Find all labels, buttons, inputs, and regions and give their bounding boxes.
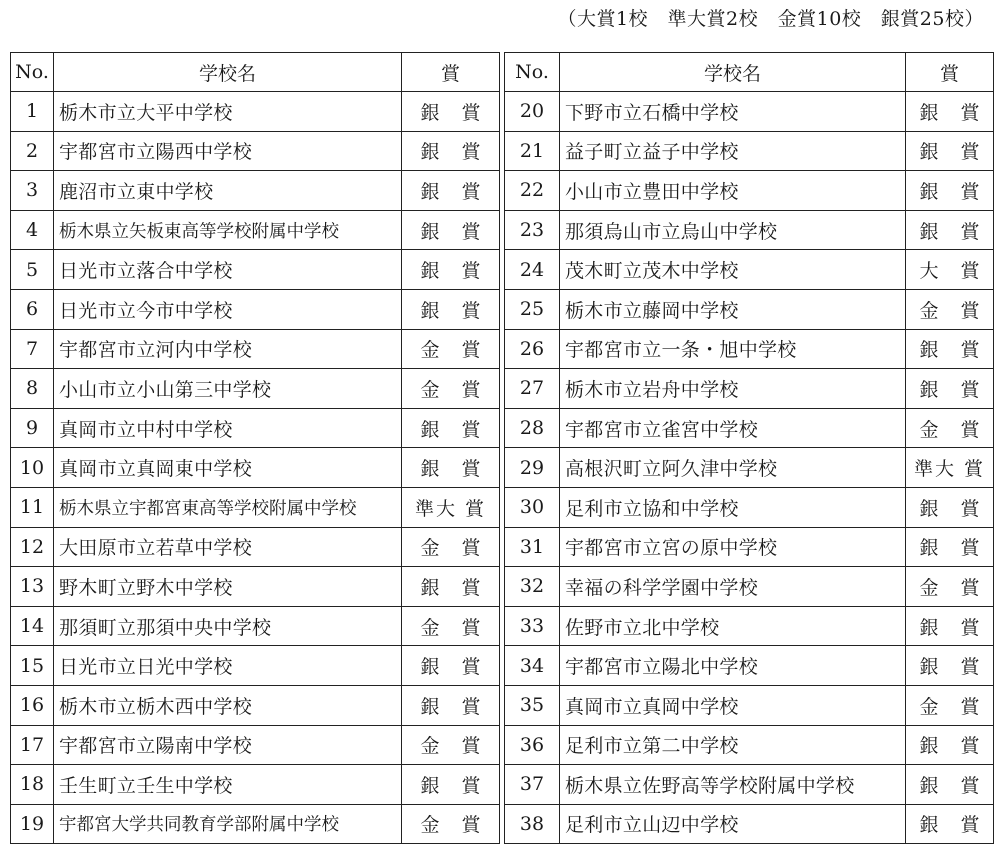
row-number: 6 bbox=[11, 289, 54, 329]
table-row bbox=[11, 289, 500, 329]
award: 銀 賞 bbox=[402, 448, 500, 488]
table-row bbox=[11, 408, 500, 448]
table-row bbox=[11, 646, 500, 686]
award: 金 賞 bbox=[402, 725, 500, 765]
results-table-left bbox=[10, 52, 500, 844]
row-number: 1 bbox=[11, 92, 54, 132]
row-number: 14 bbox=[11, 606, 54, 646]
award: 銀 賞 bbox=[402, 289, 500, 329]
row-number: 16 bbox=[11, 685, 54, 725]
school-name: 栃木県立佐野高等学校附属中学校 bbox=[560, 765, 906, 805]
row-number: 11 bbox=[11, 487, 54, 527]
table-row bbox=[505, 725, 994, 765]
school-name: 足利市立山辺中学校 bbox=[560, 804, 906, 844]
school-name: 日光市立落合中学校 bbox=[54, 250, 402, 290]
school-name: 真岡市立中村中学校 bbox=[54, 408, 402, 448]
row-number: 30 bbox=[505, 487, 560, 527]
table-row bbox=[505, 527, 994, 567]
award: 銀 賞 bbox=[402, 210, 500, 250]
school-name: 那須烏山市立烏山中学校 bbox=[560, 210, 906, 250]
award: 金 賞 bbox=[906, 567, 994, 607]
table-row bbox=[505, 448, 994, 488]
award: 金 賞 bbox=[906, 408, 994, 448]
school-name: 幸福の科学学園中学校 bbox=[560, 567, 906, 607]
results-body-left bbox=[11, 92, 500, 844]
award: 金 賞 bbox=[402, 527, 500, 567]
table-row bbox=[11, 487, 500, 527]
award: 大 賞 bbox=[906, 250, 994, 290]
results-table-right bbox=[504, 52, 994, 844]
award: 銀 賞 bbox=[402, 408, 500, 448]
award: 金 賞 bbox=[402, 804, 500, 844]
award: 準大 賞 bbox=[402, 487, 500, 527]
award: 銀 賞 bbox=[402, 92, 500, 132]
school-name: 下野市立石橋中学校 bbox=[560, 92, 906, 132]
school-name: 宇都宮市立陽北中学校 bbox=[560, 646, 906, 686]
school-name: 足利市立第二中学校 bbox=[560, 725, 906, 765]
award: 準大 賞 bbox=[906, 448, 994, 488]
row-number: 15 bbox=[11, 646, 54, 686]
header-no: No. bbox=[505, 53, 560, 92]
row-number: 19 bbox=[11, 804, 54, 844]
school-name: 真岡市立真岡中学校 bbox=[560, 685, 906, 725]
row-number: 3 bbox=[11, 171, 54, 211]
row-number: 13 bbox=[11, 567, 54, 607]
row-number: 26 bbox=[505, 329, 560, 369]
award: 銀 賞 bbox=[402, 646, 500, 686]
table-row bbox=[505, 408, 994, 448]
table-row bbox=[505, 250, 994, 290]
school-name: 高根沢町立阿久津中学校 bbox=[560, 448, 906, 488]
school-name: 真岡市立真岡東中学校 bbox=[54, 448, 402, 488]
table-row bbox=[505, 289, 994, 329]
row-number: 31 bbox=[505, 527, 560, 567]
award: 銀 賞 bbox=[906, 487, 994, 527]
award: 金 賞 bbox=[906, 685, 994, 725]
award: 銀 賞 bbox=[906, 92, 994, 132]
row-number: 23 bbox=[505, 210, 560, 250]
table-row bbox=[11, 725, 500, 765]
table-row bbox=[505, 131, 994, 171]
award: 銀 賞 bbox=[906, 804, 994, 844]
row-number: 7 bbox=[11, 329, 54, 369]
table-row bbox=[505, 567, 994, 607]
table-row bbox=[505, 804, 994, 844]
school-name: 宇都宮市立陽南中学校 bbox=[54, 725, 402, 765]
results-body-right bbox=[505, 92, 994, 844]
award: 銀 賞 bbox=[906, 725, 994, 765]
table-row bbox=[505, 329, 994, 369]
table-row bbox=[505, 210, 994, 250]
row-number: 5 bbox=[11, 250, 54, 290]
school-name: 宇都宮市立河内中学校 bbox=[54, 329, 402, 369]
award: 銀 賞 bbox=[402, 250, 500, 290]
table-row bbox=[11, 250, 500, 290]
row-number: 2 bbox=[11, 131, 54, 171]
table-row bbox=[505, 606, 994, 646]
award: 銀 賞 bbox=[906, 369, 994, 409]
table-row bbox=[11, 329, 500, 369]
row-number: 37 bbox=[505, 765, 560, 805]
school-name: 大田原市立若草中学校 bbox=[54, 527, 402, 567]
school-name: 足利市立協和中学校 bbox=[560, 487, 906, 527]
table-row bbox=[505, 685, 994, 725]
school-name: 栃木県立宇都宮東高等学校附属中学校 bbox=[54, 487, 402, 527]
school-name: 栃木市立岩舟中学校 bbox=[560, 369, 906, 409]
award: 銀 賞 bbox=[906, 210, 994, 250]
row-number: 24 bbox=[505, 250, 560, 290]
school-name: 鹿沼市立東中学校 bbox=[54, 171, 402, 211]
table-row bbox=[11, 527, 500, 567]
table-row bbox=[505, 765, 994, 805]
school-name: 茂木町立茂木中学校 bbox=[560, 250, 906, 290]
header-no: No. bbox=[11, 53, 54, 92]
school-name: 那須町立那須中央中学校 bbox=[54, 606, 402, 646]
table-header-row bbox=[505, 53, 994, 92]
school-name: 宇都宮市立雀宮中学校 bbox=[560, 408, 906, 448]
row-number: 34 bbox=[505, 646, 560, 686]
row-number: 10 bbox=[11, 448, 54, 488]
award: 銀 賞 bbox=[906, 765, 994, 805]
school-name: 宇都宮市立宮の原中学校 bbox=[560, 527, 906, 567]
header-award: 賞 bbox=[906, 53, 994, 92]
row-number: 12 bbox=[11, 527, 54, 567]
school-name: 宇都宮市立陽西中学校 bbox=[54, 131, 402, 171]
row-number: 38 bbox=[505, 804, 560, 844]
award: 銀 賞 bbox=[402, 131, 500, 171]
school-name: 野木町立野木中学校 bbox=[54, 567, 402, 607]
table-row bbox=[11, 210, 500, 250]
header-school-name: 学校名 bbox=[560, 53, 906, 92]
table-row bbox=[505, 487, 994, 527]
row-number: 4 bbox=[11, 210, 54, 250]
award: 金 賞 bbox=[402, 329, 500, 369]
table-row bbox=[11, 606, 500, 646]
award: 銀 賞 bbox=[906, 171, 994, 211]
table-header-row bbox=[11, 53, 500, 92]
school-name: 栃木市立栃木西中学校 bbox=[54, 685, 402, 725]
row-number: 20 bbox=[505, 92, 560, 132]
award: 銀 賞 bbox=[906, 606, 994, 646]
award: 銀 賞 bbox=[402, 567, 500, 607]
table-row bbox=[11, 804, 500, 844]
award: 金 賞 bbox=[402, 606, 500, 646]
row-number: 28 bbox=[505, 408, 560, 448]
table-row bbox=[505, 369, 994, 409]
row-number: 8 bbox=[11, 369, 54, 409]
row-number: 35 bbox=[505, 685, 560, 725]
school-name: 栃木市立藤岡中学校 bbox=[560, 289, 906, 329]
award: 金 賞 bbox=[402, 369, 500, 409]
table-row bbox=[11, 448, 500, 488]
award: 銀 賞 bbox=[402, 171, 500, 211]
row-number: 9 bbox=[11, 408, 54, 448]
table-row bbox=[11, 92, 500, 132]
award: 銀 賞 bbox=[906, 329, 994, 369]
table-row bbox=[11, 685, 500, 725]
table-row bbox=[11, 131, 500, 171]
school-name: 栃木県立矢板東高等学校附属中学校 bbox=[54, 210, 402, 250]
award: 銀 賞 bbox=[402, 765, 500, 805]
header-award: 賞 bbox=[402, 53, 500, 92]
row-number: 27 bbox=[505, 369, 560, 409]
award: 金 賞 bbox=[906, 289, 994, 329]
row-number: 18 bbox=[11, 765, 54, 805]
header-school-name: 学校名 bbox=[54, 53, 402, 92]
school-name: 小山市立豊田中学校 bbox=[560, 171, 906, 211]
table-row bbox=[505, 92, 994, 132]
school-name: 壬生町立壬生中学校 bbox=[54, 765, 402, 805]
row-number: 36 bbox=[505, 725, 560, 765]
row-number: 22 bbox=[505, 171, 560, 211]
table-row bbox=[11, 567, 500, 607]
school-name: 佐野市立北中学校 bbox=[560, 606, 906, 646]
award: 銀 賞 bbox=[906, 646, 994, 686]
school-name: 小山市立小山第三中学校 bbox=[54, 369, 402, 409]
row-number: 21 bbox=[505, 131, 560, 171]
table-row bbox=[11, 765, 500, 805]
award: 銀 賞 bbox=[906, 527, 994, 567]
table-row bbox=[505, 171, 994, 211]
results-tables bbox=[10, 52, 992, 844]
award: 銀 賞 bbox=[906, 131, 994, 171]
row-number: 32 bbox=[505, 567, 560, 607]
row-number: 33 bbox=[505, 606, 560, 646]
row-number: 29 bbox=[505, 448, 560, 488]
school-name: 日光市立日光中学校 bbox=[54, 646, 402, 686]
table-row bbox=[11, 369, 500, 409]
row-number: 17 bbox=[11, 725, 54, 765]
school-name: 栃木市立大平中学校 bbox=[54, 92, 402, 132]
school-name: 宇都宮市立一条・旭中学校 bbox=[560, 329, 906, 369]
award: 銀 賞 bbox=[402, 685, 500, 725]
school-name: 宇都宮大学共同教育学部附属中学校 bbox=[54, 804, 402, 844]
school-name: 日光市立今市中学校 bbox=[54, 289, 402, 329]
table-row bbox=[11, 171, 500, 211]
row-number: 25 bbox=[505, 289, 560, 329]
table-row bbox=[505, 646, 994, 686]
award-summary: （大賞1校 準大賞2校 金賞10校 銀賞25校） bbox=[557, 8, 984, 30]
school-name: 益子町立益子中学校 bbox=[560, 131, 906, 171]
